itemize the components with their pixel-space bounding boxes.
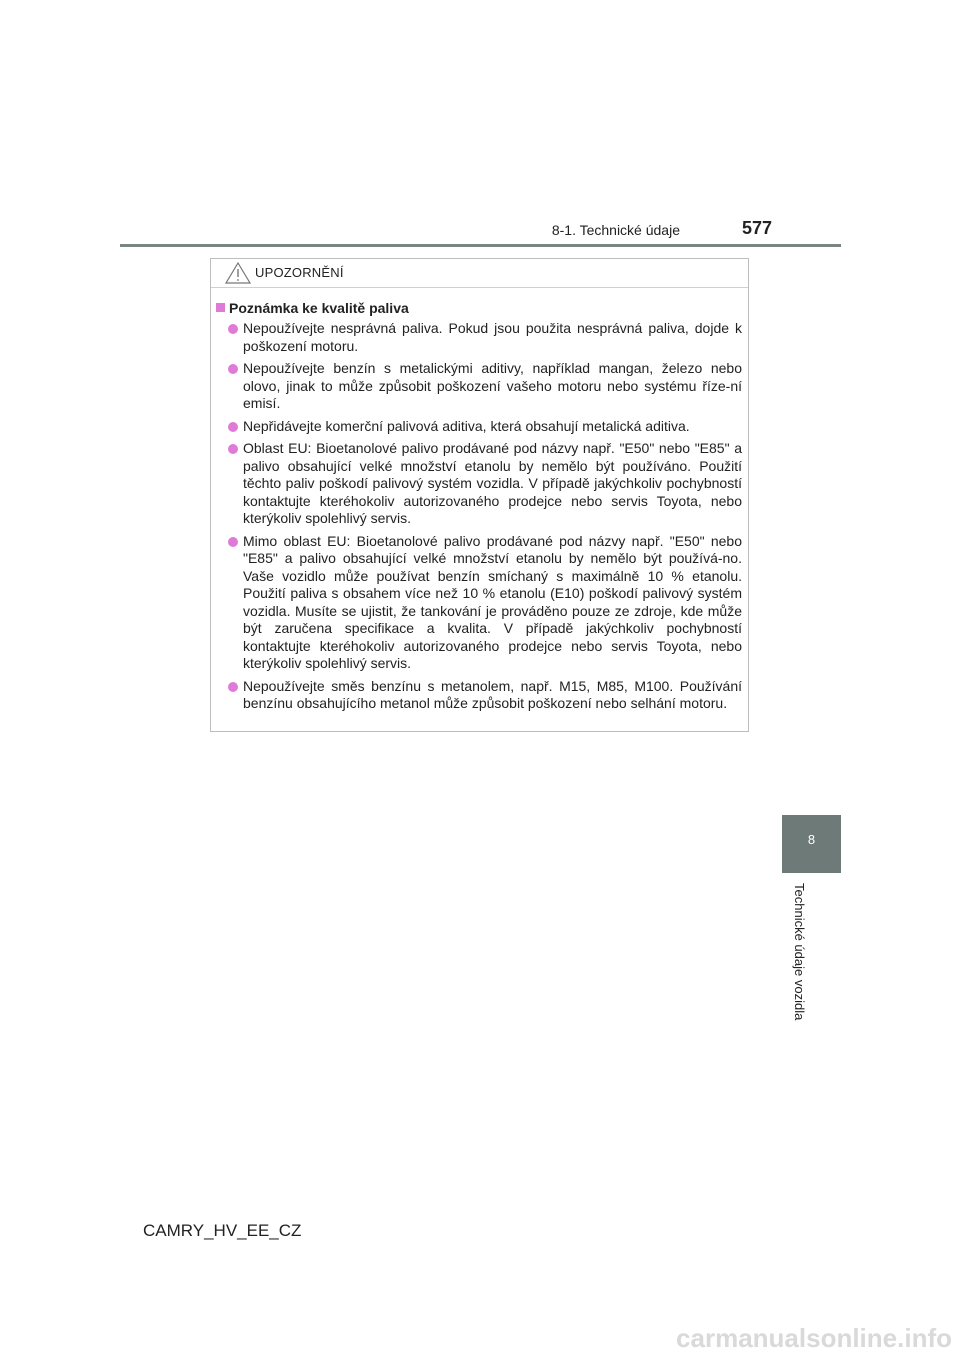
warning-triangle-icon (225, 262, 251, 289)
list-item (215, 360, 742, 413)
bullet-list (215, 320, 742, 713)
watermark[interactable]: carmanualsonline.info (676, 1323, 952, 1353)
header-divider (120, 244, 841, 247)
list-item (215, 418, 742, 436)
list-item-text: Nepoužívejte směs benzínu s metanolem, např. M15, M85, M100. Používání benzínu obsahujícího metanol může způsobit poškození nebo selhání motoru. (243, 677, 742, 711)
section-heading-text: Poznámka ke kvalitě paliva (229, 300, 409, 316)
chapter-tab[interactable] (782, 815, 841, 873)
warning-body (211, 288, 748, 713)
chapter-label: Technické údaje vozidla (792, 883, 807, 1021)
circle-bullet-icon (228, 537, 238, 547)
list-item (215, 320, 742, 355)
section-heading (215, 300, 742, 316)
list-item (215, 440, 742, 528)
section-title: 8-1. Technické údaje (551, 222, 680, 238)
warning-box (210, 258, 749, 732)
list-item-text: Nepoužívejte benzín s metalickými aditivy, například mangan, železo nebo olovo, jinak to může způsobit poškození vašeho motoru nebo systému říze-ní emisí. (243, 360, 742, 411)
page-number: 577 (741, 218, 772, 238)
list-item (215, 678, 742, 713)
list-item-text: Mimo oblast EU: Bioetanolové palivo prodávané pod názvy např. "E50" nebo "E85" a palivo obsahující velké množství etanolu by nemělo být používá-no. Vaše vozidlo může používat benzín smíchaný s maximálně 10 % etanolu. Použití paliva s obsahem více než 10 % etanolu (E10) poškodí palivový systém vozidla. Musíte se ujistit, že tankování je prováděno pouze ze zdroje, kde může být zaručena specifikace a kvalita. V případě jakýchkoliv pochybností kontaktujte kteréhokoliv autorizovaného prodejce nebo servis Toyota, nebo kterýkoliv spolehlivý servis. (243, 532, 742, 671)
warning-title: UPOZORNĚNÍ (255, 265, 344, 280)
circle-bullet-icon (228, 444, 238, 454)
list-item (215, 533, 742, 673)
list-item-text: Oblast EU: Bioetanolové palivo prodávané pod názvy např. "E50" nebo "E85" a palivo obsahující velké množství etanolu by nemělo být používáno. Použití těchto paliv poškodí palivový systém vozidla. V případě jakýchkoliv pochybností kontaktujte kteréhokoliv autorizovaného prodejce nebo servis Toyota, nebo kterýkoliv spolehlivý servis. (243, 440, 742, 526)
circle-bullet-icon (228, 324, 238, 334)
page-header (120, 218, 840, 244)
circle-bullet-icon (228, 682, 238, 692)
warning-header (211, 259, 748, 288)
list-item-text: Nepřidávejte komerční palivová aditiva, která obsahují metalická aditiva. (243, 417, 690, 434)
square-bullet-icon (216, 303, 225, 312)
model-code: CAMRY_HV_EE_CZ (143, 1221, 302, 1240)
circle-bullet-icon (228, 422, 238, 432)
circle-bullet-icon (228, 364, 238, 374)
chapter-number: 8 (807, 832, 816, 847)
list-item-text: Nepoužívejte nesprávná paliva. Pokud jsou použita nesprávná paliva, dojde k poškození motoru. (243, 320, 742, 354)
